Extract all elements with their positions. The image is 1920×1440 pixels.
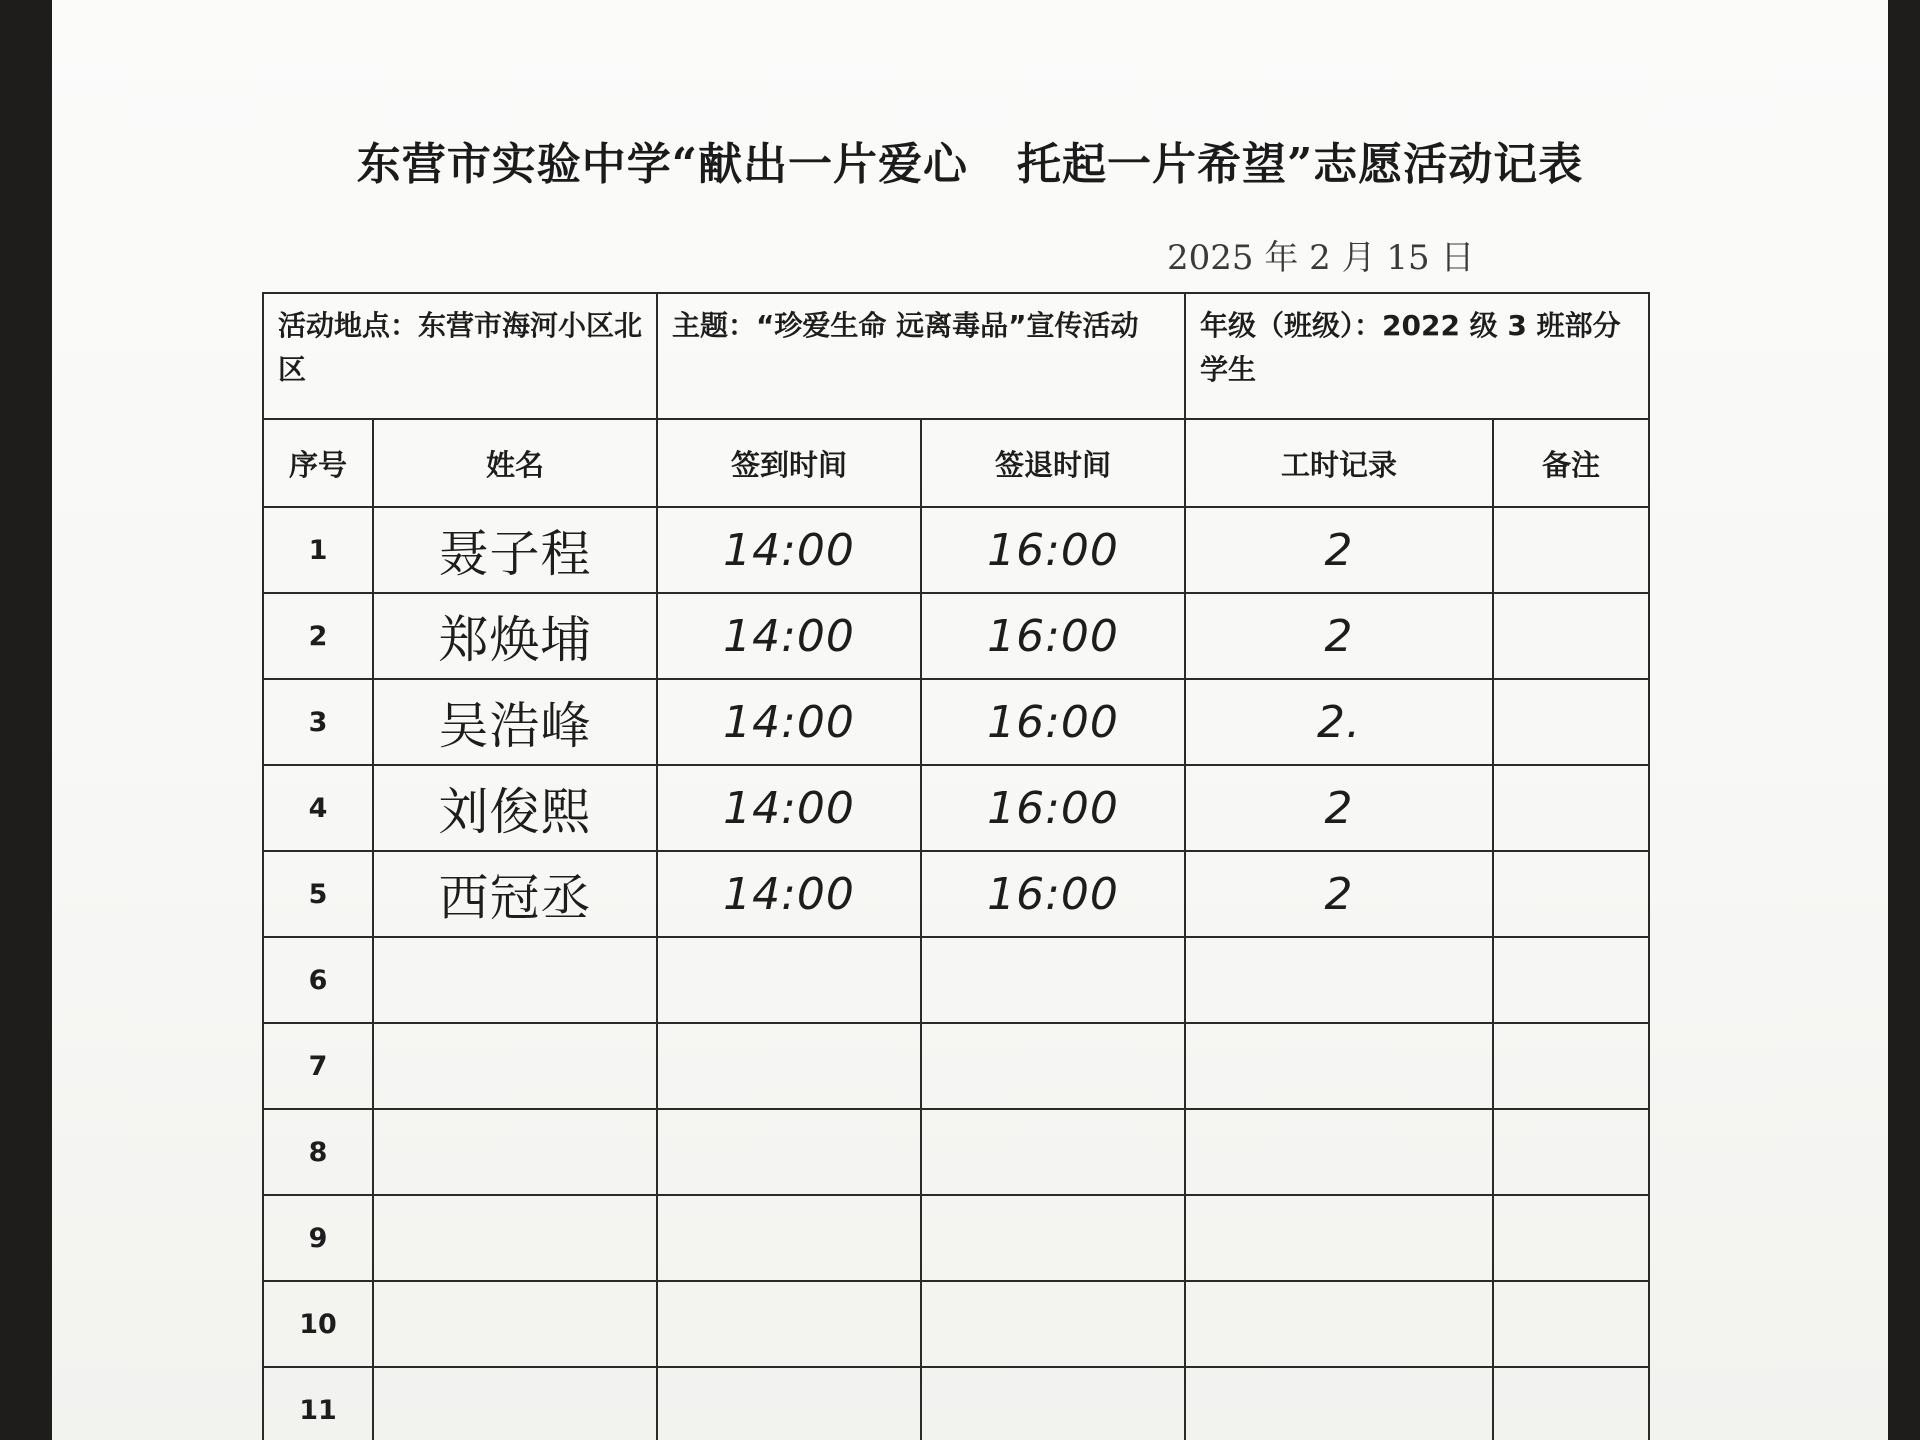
row-checkout: 16:00 — [921, 593, 1185, 679]
row-name — [373, 1109, 657, 1195]
row-checkout — [921, 1281, 1185, 1367]
row-hours — [1185, 1281, 1493, 1367]
row-hours: 2 — [1185, 507, 1493, 593]
row-checkout — [921, 1195, 1185, 1281]
row-name: 西冠丞 — [373, 851, 657, 937]
row-name — [373, 1281, 657, 1367]
table-row — [263, 593, 1649, 679]
header-hours: 工时记录 — [1185, 419, 1493, 507]
activity-theme: 主题：“珍爱生命 远离毒品”宣传活动 — [657, 293, 1185, 419]
row-name — [373, 1367, 657, 1440]
row-seq: 6 — [263, 937, 373, 1023]
row-notes — [1493, 1281, 1649, 1367]
row-checkout — [921, 937, 1185, 1023]
row-notes — [1493, 1195, 1649, 1281]
row-checkin: 14:00 — [657, 679, 921, 765]
row-checkout — [921, 1367, 1185, 1440]
row-notes — [1493, 1367, 1649, 1440]
row-checkout: 16:00 — [921, 765, 1185, 851]
row-checkin — [657, 1023, 921, 1109]
header-notes: 备注 — [1493, 419, 1649, 507]
row-seq: 10 — [263, 1281, 373, 1367]
header-row — [263, 419, 1649, 507]
row-seq: 11 — [263, 1367, 373, 1440]
row-notes — [1493, 765, 1649, 851]
row-notes — [1493, 1109, 1649, 1195]
row-hours: 2 — [1185, 851, 1493, 937]
row-hours: 2. — [1185, 679, 1493, 765]
header-checkout: 签退时间 — [921, 419, 1185, 507]
row-notes — [1493, 937, 1649, 1023]
row-seq: 7 — [263, 1023, 373, 1109]
row-checkout: 16:00 — [921, 851, 1185, 937]
row-hours: 2 — [1185, 765, 1493, 851]
row-checkin: 14:00 — [657, 593, 921, 679]
paper-sheet — [52, 0, 1888, 1440]
row-name — [373, 937, 657, 1023]
class-grade: 年级（班级）：2022 级 3 班部分学生 — [1185, 293, 1649, 419]
page-title: 东营市实验中学“献出一片爱心 托起一片希望”志愿活动记表 — [356, 139, 1584, 190]
row-notes — [1493, 851, 1649, 937]
info-row — [263, 293, 1649, 419]
row-hours — [1185, 1023, 1493, 1109]
table-row — [263, 507, 1649, 593]
table-row — [263, 1281, 1649, 1367]
row-checkin: 14:00 — [657, 851, 921, 937]
row-hours — [1185, 937, 1493, 1023]
activity-location: 活动地点：东营市海河小区北区 — [263, 293, 657, 419]
table-row — [263, 1367, 1649, 1440]
row-checkout: 16:00 — [921, 507, 1185, 593]
row-checkout — [921, 1023, 1185, 1109]
table-row — [263, 851, 1649, 937]
row-checkin — [657, 1109, 921, 1195]
table-row — [263, 1109, 1649, 1195]
table-row — [263, 1023, 1649, 1109]
row-notes — [1493, 679, 1649, 765]
table-row — [263, 765, 1649, 851]
header-seq: 序号 — [263, 419, 373, 507]
row-seq: 2 — [263, 593, 373, 679]
row-name: 刘俊熙 — [373, 765, 657, 851]
row-hours — [1185, 1109, 1493, 1195]
row-hours: 2 — [1185, 593, 1493, 679]
row-checkin — [657, 1281, 921, 1367]
header-checkin: 签到时间 — [657, 419, 921, 507]
form-date: 2025 年 2 月 15 日 — [1167, 238, 1475, 278]
row-notes — [1493, 593, 1649, 679]
header-name: 姓名 — [373, 419, 657, 507]
volunteer-record-table — [262, 292, 1650, 1440]
row-name: 聂子程 — [373, 507, 657, 593]
row-name: 郑焕埔 — [373, 593, 657, 679]
table-row — [263, 937, 1649, 1023]
row-notes — [1493, 1023, 1649, 1109]
row-notes — [1493, 507, 1649, 593]
row-name — [373, 1195, 657, 1281]
row-seq: 8 — [263, 1109, 373, 1195]
row-checkout: 16:00 — [921, 679, 1185, 765]
table-row — [263, 1195, 1649, 1281]
row-checkin — [657, 1195, 921, 1281]
row-seq: 4 — [263, 765, 373, 851]
row-name: 吴浩峰 — [373, 679, 657, 765]
row-seq: 9 — [263, 1195, 373, 1281]
row-checkout — [921, 1109, 1185, 1195]
row-seq: 1 — [263, 507, 373, 593]
row-name — [373, 1023, 657, 1109]
table-row — [263, 679, 1649, 765]
row-checkin: 14:00 — [657, 507, 921, 593]
row-seq: 3 — [263, 679, 373, 765]
row-checkin: 14:00 — [657, 765, 921, 851]
row-hours — [1185, 1195, 1493, 1281]
row-seq: 5 — [263, 851, 373, 937]
row-checkin — [657, 937, 921, 1023]
row-checkin — [657, 1367, 921, 1440]
row-hours — [1185, 1367, 1493, 1440]
